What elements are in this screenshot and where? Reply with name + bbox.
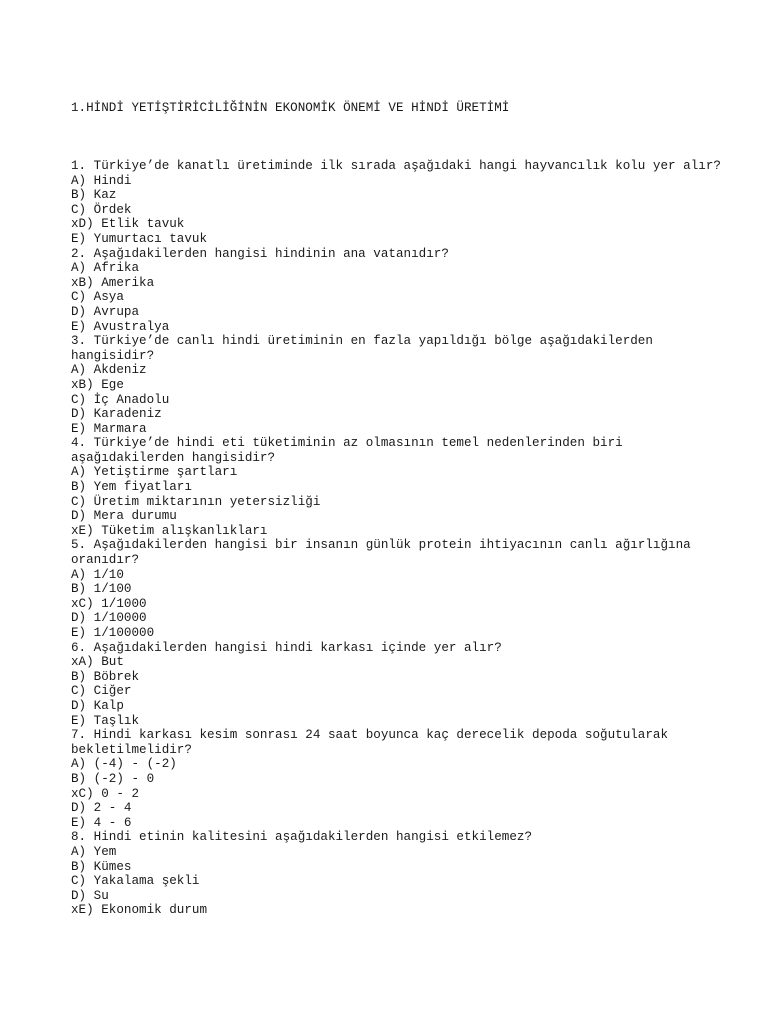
option-d: D) 2 - 4 xyxy=(71,801,132,816)
question-text: 3. Türkiye’de canlı hindi üretiminin en fazla yapıldığı bölge aşağıdakilerden hangisidir? xyxy=(71,334,661,363)
question-text: 7. Hindi karkası kesim sonrası 24 saat boyunca kaç derecelik depoda soğutularak bekletilmelidir? xyxy=(71,728,676,757)
option-c: xC) 0 - 2 xyxy=(71,786,140,801)
option-d: D) 1/10000 xyxy=(71,611,147,626)
option-a: A) Afrika xyxy=(71,261,140,276)
question-6 xyxy=(71,641,731,729)
option-d: D) Su xyxy=(71,888,109,903)
option-c: C) Üretim miktarının yetersizliği xyxy=(71,494,321,509)
question-3 xyxy=(71,334,731,436)
question-2 xyxy=(71,247,731,335)
option-a: A) Yem xyxy=(71,844,117,859)
question-1 xyxy=(71,159,731,247)
option-a: A) Yetiştirme şartları xyxy=(71,465,238,480)
option-a: xA) But xyxy=(71,655,124,670)
question-text: 5. Aşağıdakilerden hangisi bir insanın günlük protein ihtiyacının canlı ağırlığına oranıdır? xyxy=(71,538,699,568)
question-text: 6. Aşağıdakilerden hangisi hindi karkası içinde yer alır? xyxy=(71,640,502,655)
option-c: C) Yakalama şekli xyxy=(71,874,200,889)
option-c: C) Ördek xyxy=(71,202,132,217)
option-b: B) Kümes xyxy=(71,859,132,874)
option-d: D) Mera durumu xyxy=(71,509,177,524)
document-title: 1.HİNDİ YETİŞTİRİCİLİĞİNİN EKONOMİK ÖNEMİ VE HİNDİ ÜRETİMİ xyxy=(71,101,510,115)
question-text: 8. Hindi etinin kalitesini aşağıdakilerden hangisi etkilemez? xyxy=(71,830,533,845)
question-5 xyxy=(71,538,731,640)
option-c: xC) 1/1000 xyxy=(71,596,147,611)
option-e: E) 1/100000 xyxy=(71,626,155,640)
question-list xyxy=(71,159,731,918)
option-e: E) 4 - 6 xyxy=(71,815,132,830)
question-7 xyxy=(71,728,731,830)
option-c: C) Asya xyxy=(71,290,124,305)
option-e: xE) Ekonomik durum xyxy=(71,903,208,918)
option-d: xD) Etlik tavuk xyxy=(71,217,185,232)
option-e: xE) Tüketim alışkanlıkları xyxy=(71,523,268,538)
option-b: B) Kaz xyxy=(71,188,117,203)
option-c: C) Ciğer xyxy=(71,684,132,699)
option-b: xB) Amerika xyxy=(71,275,155,290)
option-b: B) (-2) - 0 xyxy=(71,771,155,786)
question-text: 4. Türkiye’de hindi eti tüketiminin az olmasının temel nedenlerinden biri aşağıdakilerden hangisidir? xyxy=(71,436,631,465)
option-b: B) Yem fiyatları xyxy=(71,480,192,495)
question-8 xyxy=(71,830,731,918)
option-d: D) Karadeniz xyxy=(71,407,162,422)
question-text: 2. Aşağıdakilerden hangisi hindinin ana vatanıdır? xyxy=(71,246,449,261)
option-d: D) Kalp xyxy=(71,698,124,713)
question-4 xyxy=(71,436,731,538)
option-a: A) (-4) - (-2) xyxy=(71,757,177,772)
option-a: A) Akdeniz xyxy=(71,363,147,378)
option-e: E) Yumurtacı tavuk xyxy=(71,231,208,246)
option-e: E) Marmara xyxy=(71,421,147,436)
option-b: xB) Ege xyxy=(71,377,124,392)
option-d: D) Avrupa xyxy=(71,304,140,319)
option-e: E) Taşlık xyxy=(71,713,140,728)
question-text: 1. Türkiye’de kanatlı üretiminde ilk sırada aşağıdaki hangi hayvancılık kolu yer alır? xyxy=(71,159,721,173)
option-e: E) Avustralya xyxy=(71,319,170,334)
option-b: B) 1/100 xyxy=(71,582,132,597)
option-c: C) İç Anadolu xyxy=(71,392,170,407)
option-b: B) Böbrek xyxy=(71,669,140,684)
option-a: A) Hindi xyxy=(71,173,132,188)
option-a: A) 1/10 xyxy=(71,567,124,582)
